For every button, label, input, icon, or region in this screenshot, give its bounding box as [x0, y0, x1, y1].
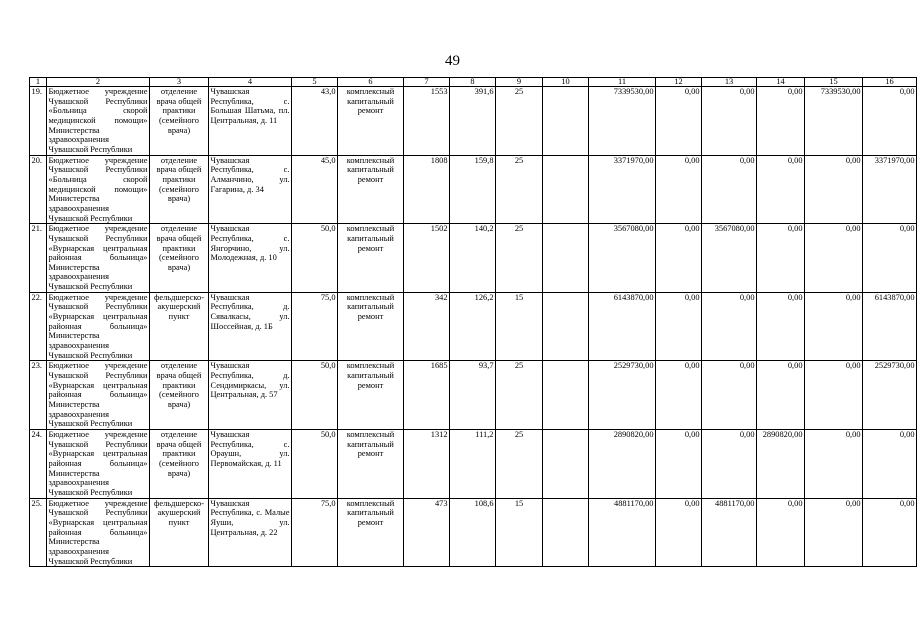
address-cell: Чувашская Республика, с. Ораушн, ул. Первомайская, д. 11	[209, 429, 292, 498]
row-number-cell: 25.	[30, 498, 47, 567]
column-7-value-cell: 1312	[404, 429, 450, 498]
table-row	[30, 224, 917, 293]
cost-col-16-cell: 0,00	[863, 498, 917, 567]
column-10-value-cell	[543, 292, 589, 361]
column-9-value-cell: 25	[496, 155, 543, 224]
row-number-cell: 20.	[30, 155, 47, 224]
work-type-cell: комплексный капитальный ремонт	[338, 292, 404, 361]
total-cost-cell: 7339530,00	[589, 87, 656, 156]
cost-col-15-cell: 0,00	[805, 498, 863, 567]
column-5-value-cell: 43,0	[292, 87, 338, 156]
cost-col-15-cell: 0,00	[805, 155, 863, 224]
column-5-value-cell: 75,0	[292, 292, 338, 361]
column-10-value-cell	[543, 361, 589, 430]
column-9-value-cell: 15	[496, 292, 543, 361]
address-cell: Чувашская Республика, с. Янгорчино, ул. Молодежная, д. 10	[209, 224, 292, 293]
column-9-value-cell: 15	[496, 498, 543, 567]
column-10-value-cell	[543, 224, 589, 293]
cost-col-12-cell: 0,00	[656, 292, 702, 361]
table-header-row	[30, 78, 917, 87]
column-header-11: 11	[589, 78, 656, 87]
cost-col-13-cell: 0,00	[702, 292, 757, 361]
facility-type-cell: фельдшерско-акушерский пункт	[150, 498, 209, 567]
cost-col-16-cell: 0,00	[863, 224, 917, 293]
work-type-cell: комплексный капитальный ремонт	[338, 361, 404, 430]
address-cell: Чувашская Республика, д. Сявалкасы, ул. Шоссейная, д. 1Б	[209, 292, 292, 361]
cost-col-12-cell: 0,00	[656, 155, 702, 224]
column-header-4: 4	[209, 78, 292, 87]
cost-col-14-cell: 0,00	[757, 155, 805, 224]
column-header-2: 2	[47, 78, 150, 87]
column-header-14: 14	[757, 78, 805, 87]
cost-col-16-cell: 0,00	[863, 429, 917, 498]
table-row	[30, 292, 917, 361]
column-7-value-cell: 473	[404, 498, 450, 567]
total-cost-cell: 3567080,00	[589, 224, 656, 293]
row-number-cell: 22.	[30, 292, 47, 361]
column-5-value-cell: 50,0	[292, 429, 338, 498]
row-number-cell: 21.	[30, 224, 47, 293]
facility-type-cell: отделение врача общей практики (семейного врача)	[150, 429, 209, 498]
cost-col-15-cell: 7339530,00	[805, 87, 863, 156]
cost-col-16-cell: 2529730,00	[863, 361, 917, 430]
table-row	[30, 155, 917, 224]
column-5-value-cell: 75,0	[292, 498, 338, 567]
institution-cell: Бюджетное учреждение Чувашской Республики «Вурнарская центральная районная больница» Министерства здравоохранения Чувашской Республики	[48, 292, 148, 360]
address-cell: Чувашская Республика, д. Сендимиркасы, ул. Центральная, д. 57	[209, 361, 292, 430]
facility-type-cell: отделение врача общей практики (семейного врача)	[150, 155, 209, 224]
institution-cell: Бюджетное учреждение Чувашской Республики «Вурнарская центральная районная больница» Министерства здравоохранения Чувашской Республики	[48, 361, 148, 429]
column-header-1: 1	[30, 78, 47, 87]
cost-col-14-cell: 0,00	[757, 361, 805, 430]
column-7-value-cell: 1502	[404, 224, 450, 293]
cost-col-14-cell: 2890820,00	[757, 429, 805, 498]
cost-col-13-cell: 0,00	[702, 361, 757, 430]
facility-type-cell: фельдшерско-акушерский пункт	[150, 292, 209, 361]
work-type-cell: комплексный капитальный ремонт	[338, 155, 404, 224]
column-8-value-cell: 126,2	[450, 292, 496, 361]
cost-col-15-cell: 0,00	[805, 292, 863, 361]
column-9-value-cell: 25	[496, 361, 543, 430]
total-cost-cell: 2890820,00	[589, 429, 656, 498]
work-type-cell: комплексный капитальный ремонт	[338, 87, 404, 156]
facility-type-cell: отделение врача общей практики (семейного врача)	[150, 361, 209, 430]
work-type-cell: комплексный капитальный ремонт	[338, 498, 404, 567]
row-number-cell: 23.	[30, 361, 47, 430]
column-10-value-cell	[543, 155, 589, 224]
cost-col-15-cell: 0,00	[805, 224, 863, 293]
total-cost-cell: 6143870,00	[589, 292, 656, 361]
total-cost-cell: 4881170,00	[589, 498, 656, 567]
institution-cell: Бюджетное учреждение Чувашской Республики «Вурнарская центральная районная больница» Министерства здравоохранения Чувашской Республики	[48, 224, 148, 292]
cost-col-14-cell: 0,00	[757, 292, 805, 361]
cost-col-12-cell: 0,00	[656, 361, 702, 430]
table-row	[30, 429, 917, 498]
address-cell: Чувашская Республика, с. Большая Шатьма, пл. Центральная, д. 11	[209, 87, 292, 156]
cost-col-12-cell: 0,00	[656, 429, 702, 498]
table-row	[30, 361, 917, 430]
column-9-value-cell: 25	[496, 429, 543, 498]
registry-table	[29, 77, 917, 567]
column-8-value-cell: 140,2	[450, 224, 496, 293]
column-header-16: 16	[863, 78, 917, 87]
table-row	[30, 87, 917, 156]
cost-col-13-cell: 0,00	[702, 155, 757, 224]
column-header-8: 8	[450, 78, 496, 87]
page-number: 49	[445, 53, 460, 69]
row-number-cell: 24.	[30, 429, 47, 498]
column-9-value-cell: 25	[496, 224, 543, 293]
column-header-13: 13	[702, 78, 757, 87]
column-7-value-cell: 1808	[404, 155, 450, 224]
row-number-cell: 19.	[30, 87, 47, 156]
column-8-value-cell: 111,2	[450, 429, 496, 498]
cost-col-14-cell: 0,00	[757, 224, 805, 293]
facility-type-cell: отделение врача общей практики (семейного врача)	[150, 87, 209, 156]
column-10-value-cell	[543, 429, 589, 498]
column-header-10: 10	[543, 78, 589, 87]
cost-col-14-cell: 0,00	[757, 87, 805, 156]
cost-col-13-cell: 4881170,00	[702, 498, 757, 567]
cost-col-13-cell: 3567080,00	[702, 224, 757, 293]
cost-col-16-cell: 0,00	[863, 87, 917, 156]
cost-col-13-cell: 0,00	[702, 87, 757, 156]
column-5-value-cell: 50,0	[292, 224, 338, 293]
work-type-cell: комплексный капитальный ремонт	[338, 429, 404, 498]
cost-col-13-cell: 0,00	[702, 429, 757, 498]
column-header-12: 12	[656, 78, 702, 87]
column-10-value-cell	[543, 87, 589, 156]
facility-type-cell: отделение врача общей практики (семейного врача)	[150, 224, 209, 293]
column-7-value-cell: 1553	[404, 87, 450, 156]
cost-col-14-cell: 0,00	[757, 498, 805, 567]
institution-cell: Бюджетное учреждение Чувашской Республики «Больница скорой медицинской помощи» Министерства здравоохранения Чувашской Республики	[48, 87, 148, 154]
total-cost-cell: 2529730,00	[589, 361, 656, 430]
column-8-value-cell: 159,8	[450, 155, 496, 224]
column-8-value-cell: 93,7	[450, 361, 496, 430]
column-8-value-cell: 391,6	[450, 87, 496, 156]
column-9-value-cell: 25	[496, 87, 543, 156]
address-cell: Чувашская Республика, с. Алманчино, ул. Гагарина, д. 34	[209, 155, 292, 224]
institution-cell: Бюджетное учреждение Чувашской Республики «Вурнарская центральная районная больница» Министерства здравоохранения Чувашской Республики	[48, 498, 148, 566]
column-header-5: 5	[292, 78, 338, 87]
cost-col-15-cell: 0,00	[805, 361, 863, 430]
column-header-6: 6	[338, 78, 404, 87]
column-header-9: 9	[496, 78, 543, 87]
total-cost-cell: 3371970,00	[589, 155, 656, 224]
cost-col-12-cell: 0,00	[656, 87, 702, 156]
column-7-value-cell: 342	[404, 292, 450, 361]
institution-cell: Бюджетное учреждение Чувашской Республики «Больница скорой медицинской помощи» Министерства здравоохранения Чувашской Республики	[48, 155, 148, 223]
cost-col-16-cell: 6143870,00	[863, 292, 917, 361]
column-header-15: 15	[805, 78, 863, 87]
address-cell: Чувашская Республика, с. Малые Яуши, ул. Центральная, д. 22	[209, 498, 292, 567]
column-8-value-cell: 108,6	[450, 498, 496, 567]
column-10-value-cell	[543, 498, 589, 567]
institution-cell: Бюджетное учреждение Чувашской Республики «Вурнарская центральная районная больница» Министерства здравоохранения Чувашской Республики	[48, 429, 148, 497]
column-5-value-cell: 50,0	[292, 361, 338, 430]
table-row	[30, 498, 917, 567]
column-header-7: 7	[404, 78, 450, 87]
column-5-value-cell: 45,0	[292, 155, 338, 224]
cost-col-12-cell: 0,00	[656, 498, 702, 567]
work-type-cell: комплексный капитальный ремонт	[338, 224, 404, 293]
cost-col-16-cell: 3371970,00	[863, 155, 917, 224]
cost-col-12-cell: 0,00	[656, 224, 702, 293]
cost-col-15-cell: 0,00	[805, 429, 863, 498]
column-7-value-cell: 1685	[404, 361, 450, 430]
column-header-3: 3	[150, 78, 209, 87]
